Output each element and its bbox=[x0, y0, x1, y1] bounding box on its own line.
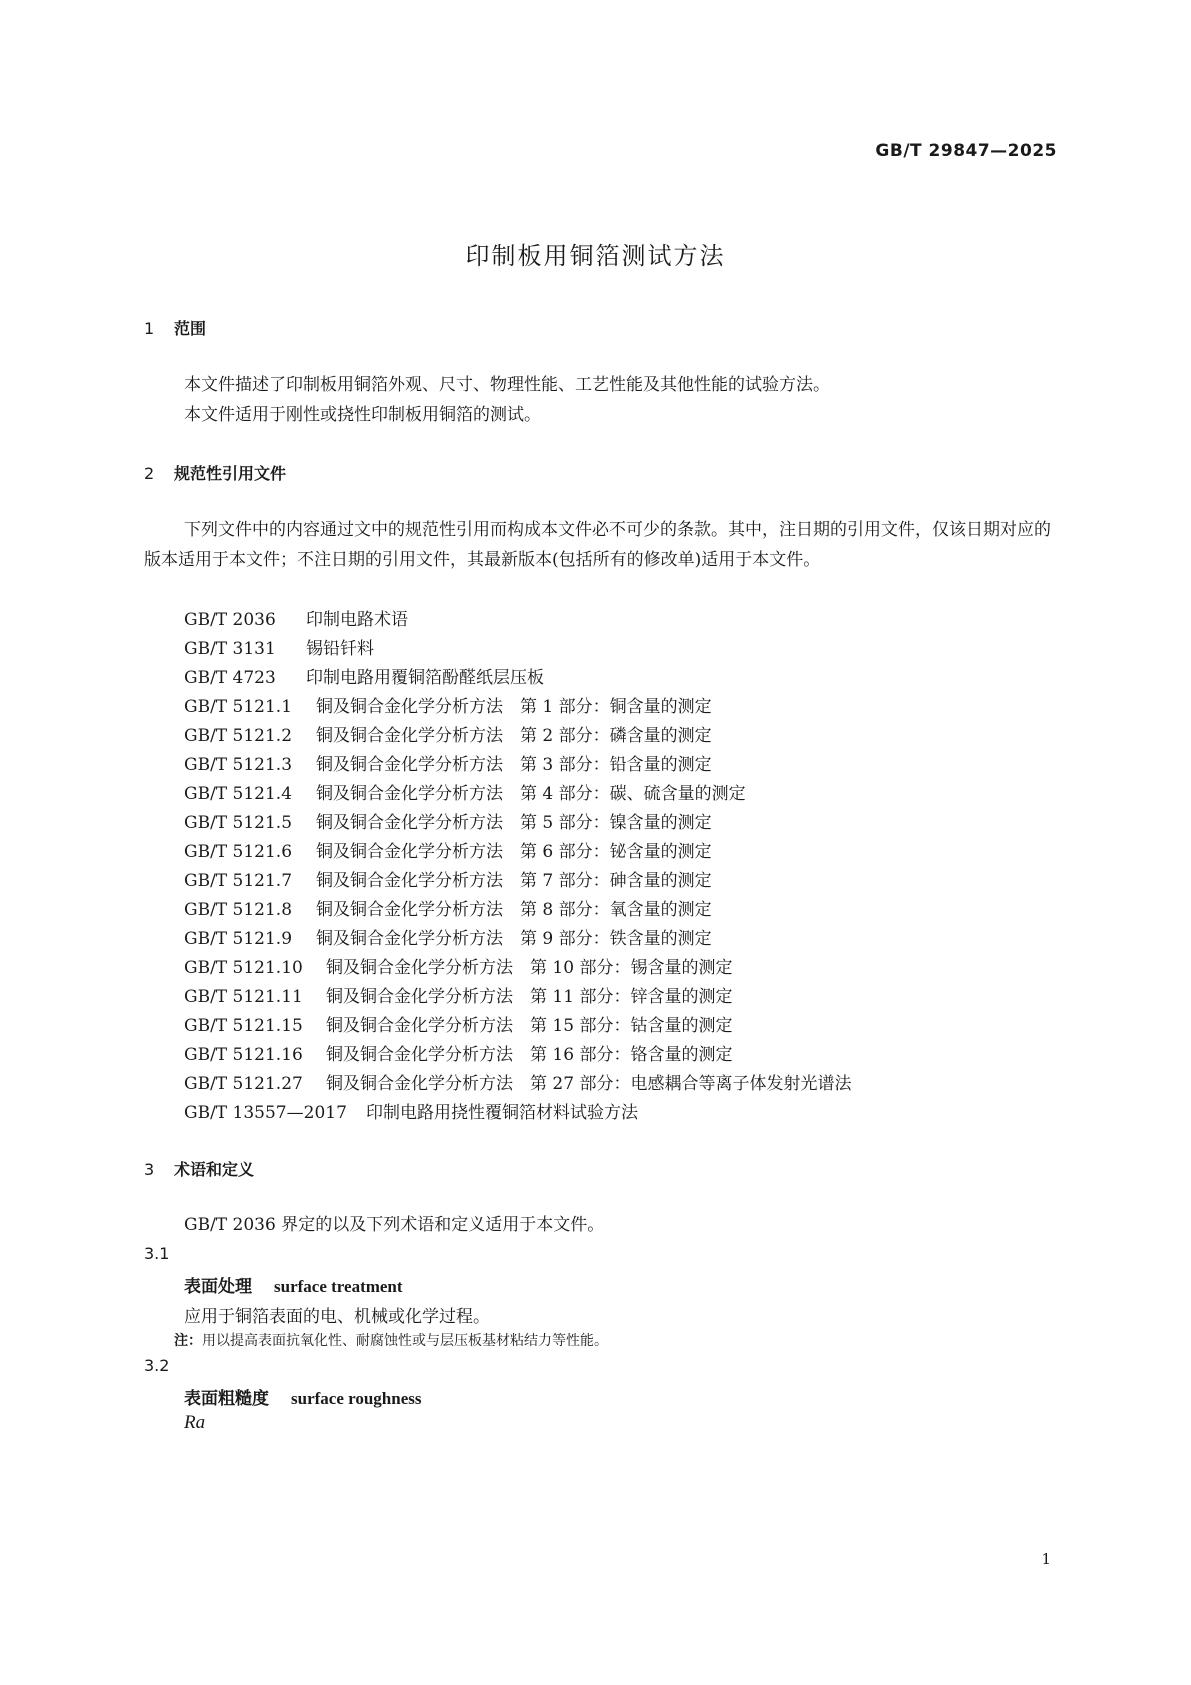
reference-title: 印制电路用覆铜箔酚醛纸层压板 bbox=[306, 668, 544, 688]
term-zh: 表面粗糙度 bbox=[184, 1389, 269, 1409]
term-heading bbox=[184, 1272, 403, 1297]
section-title: 范围 bbox=[174, 319, 207, 338]
reference-title: 铜及铜合金化学分析方法 第 4 部分：碳、硫含量的测定 bbox=[316, 784, 746, 804]
section-1-heading bbox=[144, 316, 206, 339]
reference-code: GB/T 5121.27 bbox=[184, 1074, 303, 1094]
reference-title: 铜及铜合金化学分析方法 第 11 部分：锌含量的测定 bbox=[326, 987, 733, 1007]
section-2-heading bbox=[144, 461, 286, 484]
term-zh: 表面处理 bbox=[184, 1277, 252, 1297]
term-number: 3.1 bbox=[144, 1244, 170, 1263]
reference-code: GB/T 2036 bbox=[184, 610, 276, 630]
reference-item bbox=[184, 692, 712, 717]
reference-code: GB/T 5121.4 bbox=[184, 784, 293, 804]
reference-item bbox=[184, 1098, 638, 1123]
section-title: 术语和定义 bbox=[174, 1160, 255, 1179]
reference-title: 铜及铜合金化学分析方法 第 2 部分：磷含量的测定 bbox=[316, 726, 712, 746]
reference-item bbox=[184, 895, 712, 920]
reference-item bbox=[184, 1011, 732, 1036]
reference-item bbox=[184, 1040, 732, 1065]
reference-item bbox=[184, 1069, 851, 1094]
section-3-heading bbox=[144, 1157, 254, 1180]
reference-code: GB/T 13557—2017 bbox=[184, 1103, 347, 1123]
scope-paragraph-2: 本文件适用于刚性或挠性印制板用铜箔的测试。 bbox=[184, 405, 541, 425]
reference-item bbox=[184, 634, 374, 659]
reference-code: GB/T 5121.11 bbox=[184, 987, 303, 1007]
reference-item bbox=[184, 808, 712, 833]
reference-code: GB/T 3131 bbox=[184, 639, 276, 659]
term-note bbox=[174, 1330, 608, 1350]
reference-code: GB/T 5121.1 bbox=[184, 697, 293, 717]
reference-code: GB/T 5121.2 bbox=[184, 726, 293, 746]
reference-code: GB/T 5121.6 bbox=[184, 842, 293, 862]
reference-item bbox=[184, 605, 408, 630]
references-intro: 下列文件中的内容通过文中的规范性引用而构成本文件必不可少的条款。其中，注日期的引用文件，仅该日期对应的版本适用于本文件；不注日期的引用文件，其最新版本(包括所有的修改单)适用于本文件。 bbox=[144, 520, 1051, 570]
term-definition: 应用于铜箔表面的电、机械或化学过程。 bbox=[184, 1307, 490, 1327]
reference-item bbox=[184, 779, 746, 804]
reference-code: GB/T 5121.5 bbox=[184, 813, 293, 833]
reference-code: GB/T 5121.8 bbox=[184, 900, 293, 920]
reference-title: 锡铅钎料 bbox=[306, 639, 374, 659]
reference-code: GB/T 5121.7 bbox=[184, 871, 293, 891]
terms-intro: GB/T 2036 界定的以及下列术语和定义适用于本文件。 bbox=[184, 1215, 605, 1235]
reference-title: 铜及铜合金化学分析方法 第 6 部分：铋含量的测定 bbox=[316, 842, 712, 862]
reference-item bbox=[184, 982, 732, 1007]
reference-title: 铜及铜合金化学分析方法 第 1 部分：铜含量的测定 bbox=[316, 697, 712, 717]
reference-title: 铜及铜合金化学分析方法 第 10 部分：锡含量的测定 bbox=[326, 958, 733, 978]
term-number: 3.2 bbox=[144, 1356, 170, 1375]
reference-item bbox=[184, 837, 712, 862]
term-symbol: Ra bbox=[184, 1412, 206, 1433]
reference-title: 铜及铜合金化学分析方法 第 8 部分：氧含量的测定 bbox=[316, 900, 712, 920]
reference-title: 印制电路术语 bbox=[306, 610, 408, 630]
reference-code: GB/T 5121.15 bbox=[184, 1016, 303, 1036]
reference-code: GB/T 5121.9 bbox=[184, 929, 293, 949]
document-title: 印制板用铜箔测试方法 bbox=[465, 242, 726, 270]
reference-title: 印制电路用挠性覆铜箔材料试验方法 bbox=[366, 1103, 638, 1123]
reference-title: 铜及铜合金化学分析方法 第 15 部分：钴含量的测定 bbox=[326, 1016, 733, 1036]
reference-code: GB/T 5121.10 bbox=[184, 958, 303, 978]
reference-code: GB/T 4723 bbox=[184, 668, 276, 688]
reference-code: GB/T 5121.3 bbox=[184, 755, 293, 775]
reference-item bbox=[184, 924, 712, 949]
term-heading bbox=[184, 1384, 422, 1409]
reference-code: GB/T 5121.16 bbox=[184, 1045, 303, 1065]
reference-item bbox=[184, 750, 712, 775]
standard-code: GB/T 29847—2025 bbox=[875, 141, 1057, 161]
reference-title: 铜及铜合金化学分析方法 第 3 部分：铅含量的测定 bbox=[316, 755, 712, 775]
page-number: 1 bbox=[1041, 1550, 1051, 1568]
note-label: 注： bbox=[174, 1333, 202, 1349]
reference-item bbox=[184, 663, 544, 688]
term-en: surface treatment bbox=[274, 1277, 403, 1296]
reference-item bbox=[184, 953, 732, 978]
note-text: 用以提高表面抗氧化性、耐腐蚀性或与层压板基材粘结力等性能。 bbox=[202, 1333, 608, 1349]
reference-item bbox=[184, 866, 712, 891]
scope-paragraph-1: 本文件描述了印制板用铜箔外观、尺寸、物理性能、工艺性能及其他性能的试验方法。 bbox=[184, 375, 830, 395]
reference-item bbox=[184, 721, 712, 746]
reference-title: 铜及铜合金化学分析方法 第 16 部分：铬含量的测定 bbox=[326, 1045, 733, 1065]
section-title: 规范性引用文件 bbox=[174, 464, 287, 483]
reference-title: 铜及铜合金化学分析方法 第 9 部分：铁含量的测定 bbox=[316, 929, 712, 949]
section-number: 2 bbox=[144, 464, 155, 483]
reference-title: 铜及铜合金化学分析方法 第 5 部分：镍含量的测定 bbox=[316, 813, 712, 833]
reference-title: 铜及铜合金化学分析方法 第 7 部分：砷含量的测定 bbox=[316, 871, 712, 891]
reference-title: 铜及铜合金化学分析方法 第 27 部分：电感耦合等离子体发射光谱法 bbox=[326, 1074, 852, 1094]
term-en: surface roughness bbox=[291, 1389, 422, 1408]
section-number: 1 bbox=[144, 319, 155, 338]
section-number: 3 bbox=[144, 1160, 155, 1179]
